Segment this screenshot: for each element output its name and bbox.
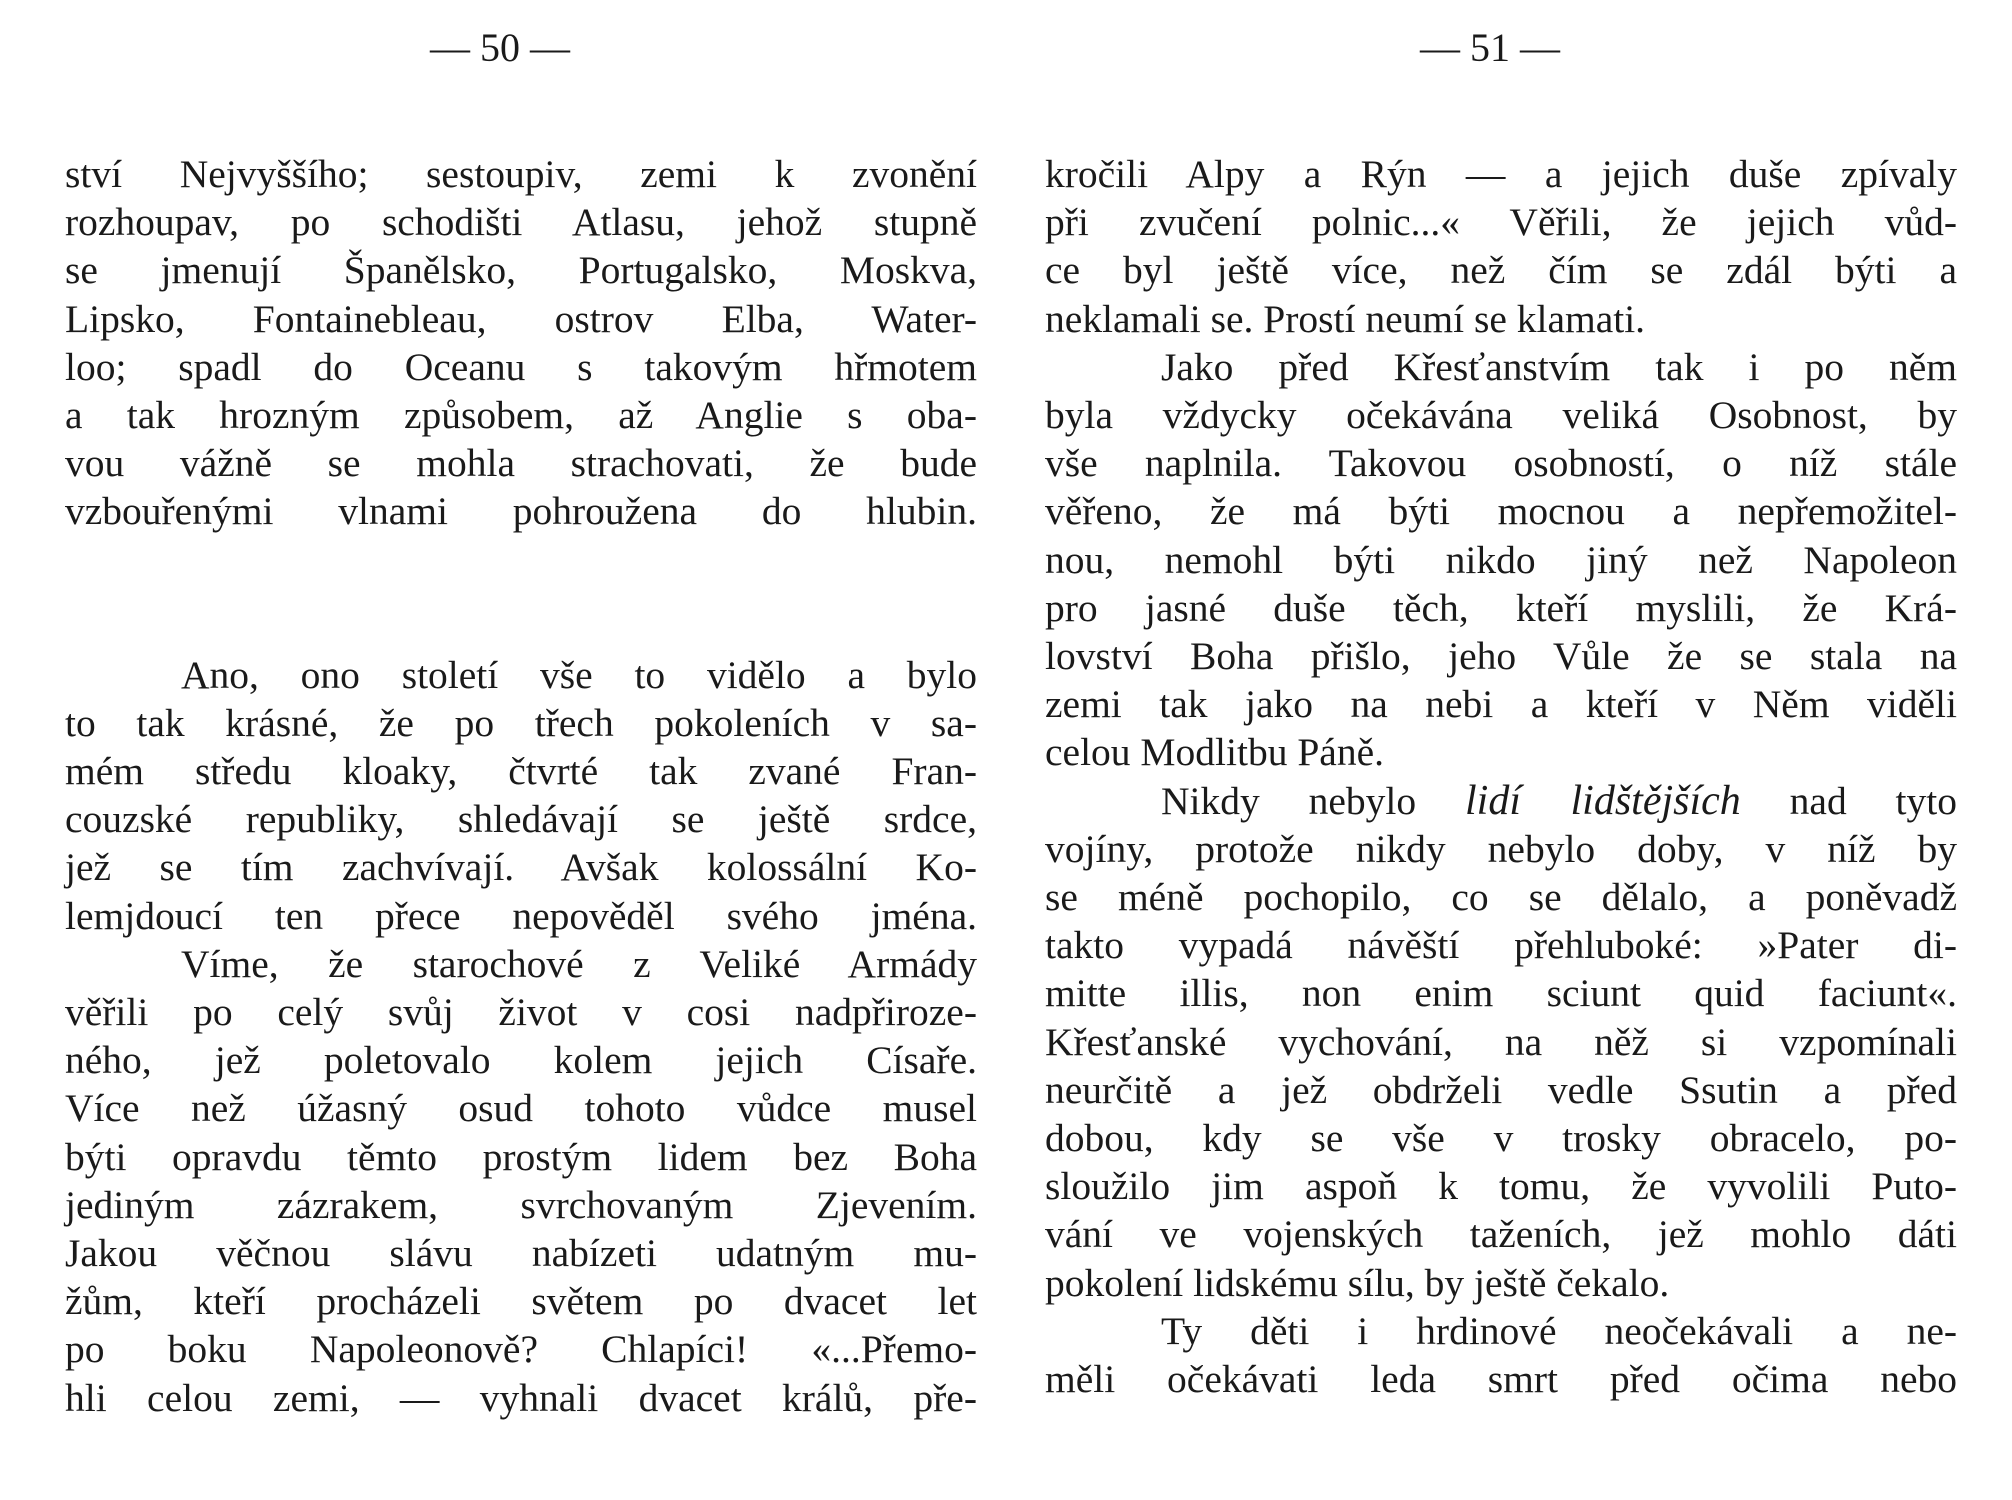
text-line: nou, nemohl býti nikdo jiný než Napoleon [1045,537,1957,582]
text-line: se méně pochopilo, co se dělalo, a poněvadž [1045,875,1957,920]
right-page-text [1045,150,1957,1403]
left-page-text [65,150,977,1422]
text-line: ství Nejvyššího; sestoupiv, zemi k zvonění [65,152,977,196]
text-line: jež se tím zachvívají. Avšak kolossální Ko- [65,845,977,890]
paragraph [1045,1307,1957,1403]
paragraph [1045,777,1957,1307]
text-line: takto vypadá návěští přehluboké: »Pater di- [1045,923,1957,968]
text-line: kročili Alpy a Rýn — a jejich duše zpívaly [1045,152,1957,196]
text-line: žům, kteří procházeli světem po dvacet let [65,1279,977,1324]
text-line: Lipsko, Fontainebleau, ostrov Elba, Water- [65,296,977,341]
text-line-with-emphasis [1045,777,1957,825]
text-line: Jako před Křesťanstvím tak i po něm [1161,344,1957,389]
text-line: ného, jež poletovalo kolem jejich Císaře. [65,1038,977,1083]
text-line: lovství Boha přišlo, jeho Vůle že se stala na [1045,634,1957,679]
text-line: vání ve vojenských taženích, jež mohlo dáti [1045,1212,1957,1257]
text-line: vše naplnila. Takovou osobností, o níž stále [1045,441,1957,486]
text-segment: nad tyto [1789,778,1957,823]
text-line: po boku Napoleonově? Chlapíci! «...Přemo- [65,1327,977,1372]
text-line: rozhoupav, po schodišti Atlasu, jehož stupně [65,200,977,245]
text-line: měli očekávati leda smrt před očima nebo [1045,1357,1957,1402]
paragraph [65,940,977,1422]
text-line: vou vážně se mohla strachovati, že bude [65,441,977,486]
text-line: Křesťanské vychování, na něž si vzpomínali [1045,1019,1957,1064]
text-line: mém středu kloaky, čtvrté tak zvané Fran- [65,749,977,794]
text-line: Ano, ono století vše to vidělo a bylo [181,652,977,697]
text-line: dobou, kdy se vše v trosky obracelo, po- [1045,1116,1957,1161]
paragraph [65,150,977,536]
text-line: loo; spadl do Oceanu s takovým hřmotem [65,344,977,389]
text-line: věřili po celý svůj život v cosi nadpřiroze- [65,990,977,1035]
text-line: lemjdoucí ten přece nepověděl svého jména. [65,893,977,938]
text-line: hli celou zemi, — vyhnali dvacet králů, pře- [65,1375,977,1420]
text-line: Víme, že starochové z Veliké Armády [181,941,977,986]
text-line: býti opravdu těmto prostým lidem bez Boha [65,1134,977,1179]
text-line: sloužilo jim aspoň k tomu, že vyvolili Puto- [1045,1164,1957,1209]
text-line: Ty děti i hrdinové neočekávali a ne- [1161,1308,1957,1353]
text-line: byla vždycky očekávána veliká Osobnost, by [1045,393,1957,438]
text-line: Více než úžasný osud tohoto vůdce musel [65,1086,977,1131]
text-line: neklamali se. Prostí neumí se klamati. [1045,296,1646,341]
text-line: při zvučení polnic...« Věřili, že jejich vůd- [1045,200,1957,245]
text-line: ce byl ještě více, než čím se zdál býti a [1045,248,1957,293]
text-line: vzbouřenými vlnami pohroužena do hlubin. [65,489,977,534]
text-line: couzské republiky, shledávají se ještě srdce, [65,797,977,842]
text-segment: Nikdy nebylo [1161,778,1417,823]
text-line: mitte illis, non enim sciunt quid faciunt«. [1045,971,1957,1016]
text-line: neurčitě a jež obdrželi vedle Ssutin a před [1045,1067,1957,1112]
page-number-left: — 50 — [430,25,570,70]
paragraph [1045,150,1957,343]
text-line: jediným zázrakem, svrchovaným Zjevením. [65,1182,977,1227]
text-line: to tak krásné, že po třech pokoleních v sa- [65,700,977,745]
text-line: vojíny, protože nikdy nebylo doby, v níž by [1045,826,1957,871]
emphasized-phrase: lidí lidštějších [1464,777,1741,824]
text-line: pro jasné duše těch, kteří myslili, že Krá- [1045,585,1957,630]
paragraph [1045,343,1957,777]
text-line: se jmenují Španělsko, Portugalsko, Moskva, [65,248,977,293]
text-line: zemi tak jako na nebi a kteří v Něm viděli [1045,682,1957,727]
page-number-right: — 51 — [1420,25,1560,70]
paragraph [65,651,977,940]
text-line: celou Modlitbu Páně. [1045,730,1384,775]
text-line: Jakou věčnou slávu nabízeti udatným mu- [65,1231,977,1276]
text-line: věřeno, že má býti mocnou a nepřemožitel- [1045,489,1957,534]
text-line: a tak hrozným způsobem, až Anglie s oba- [65,393,977,438]
text-line: pokolení lidskému sílu, by ještě čekalo. [1045,1260,1670,1305]
